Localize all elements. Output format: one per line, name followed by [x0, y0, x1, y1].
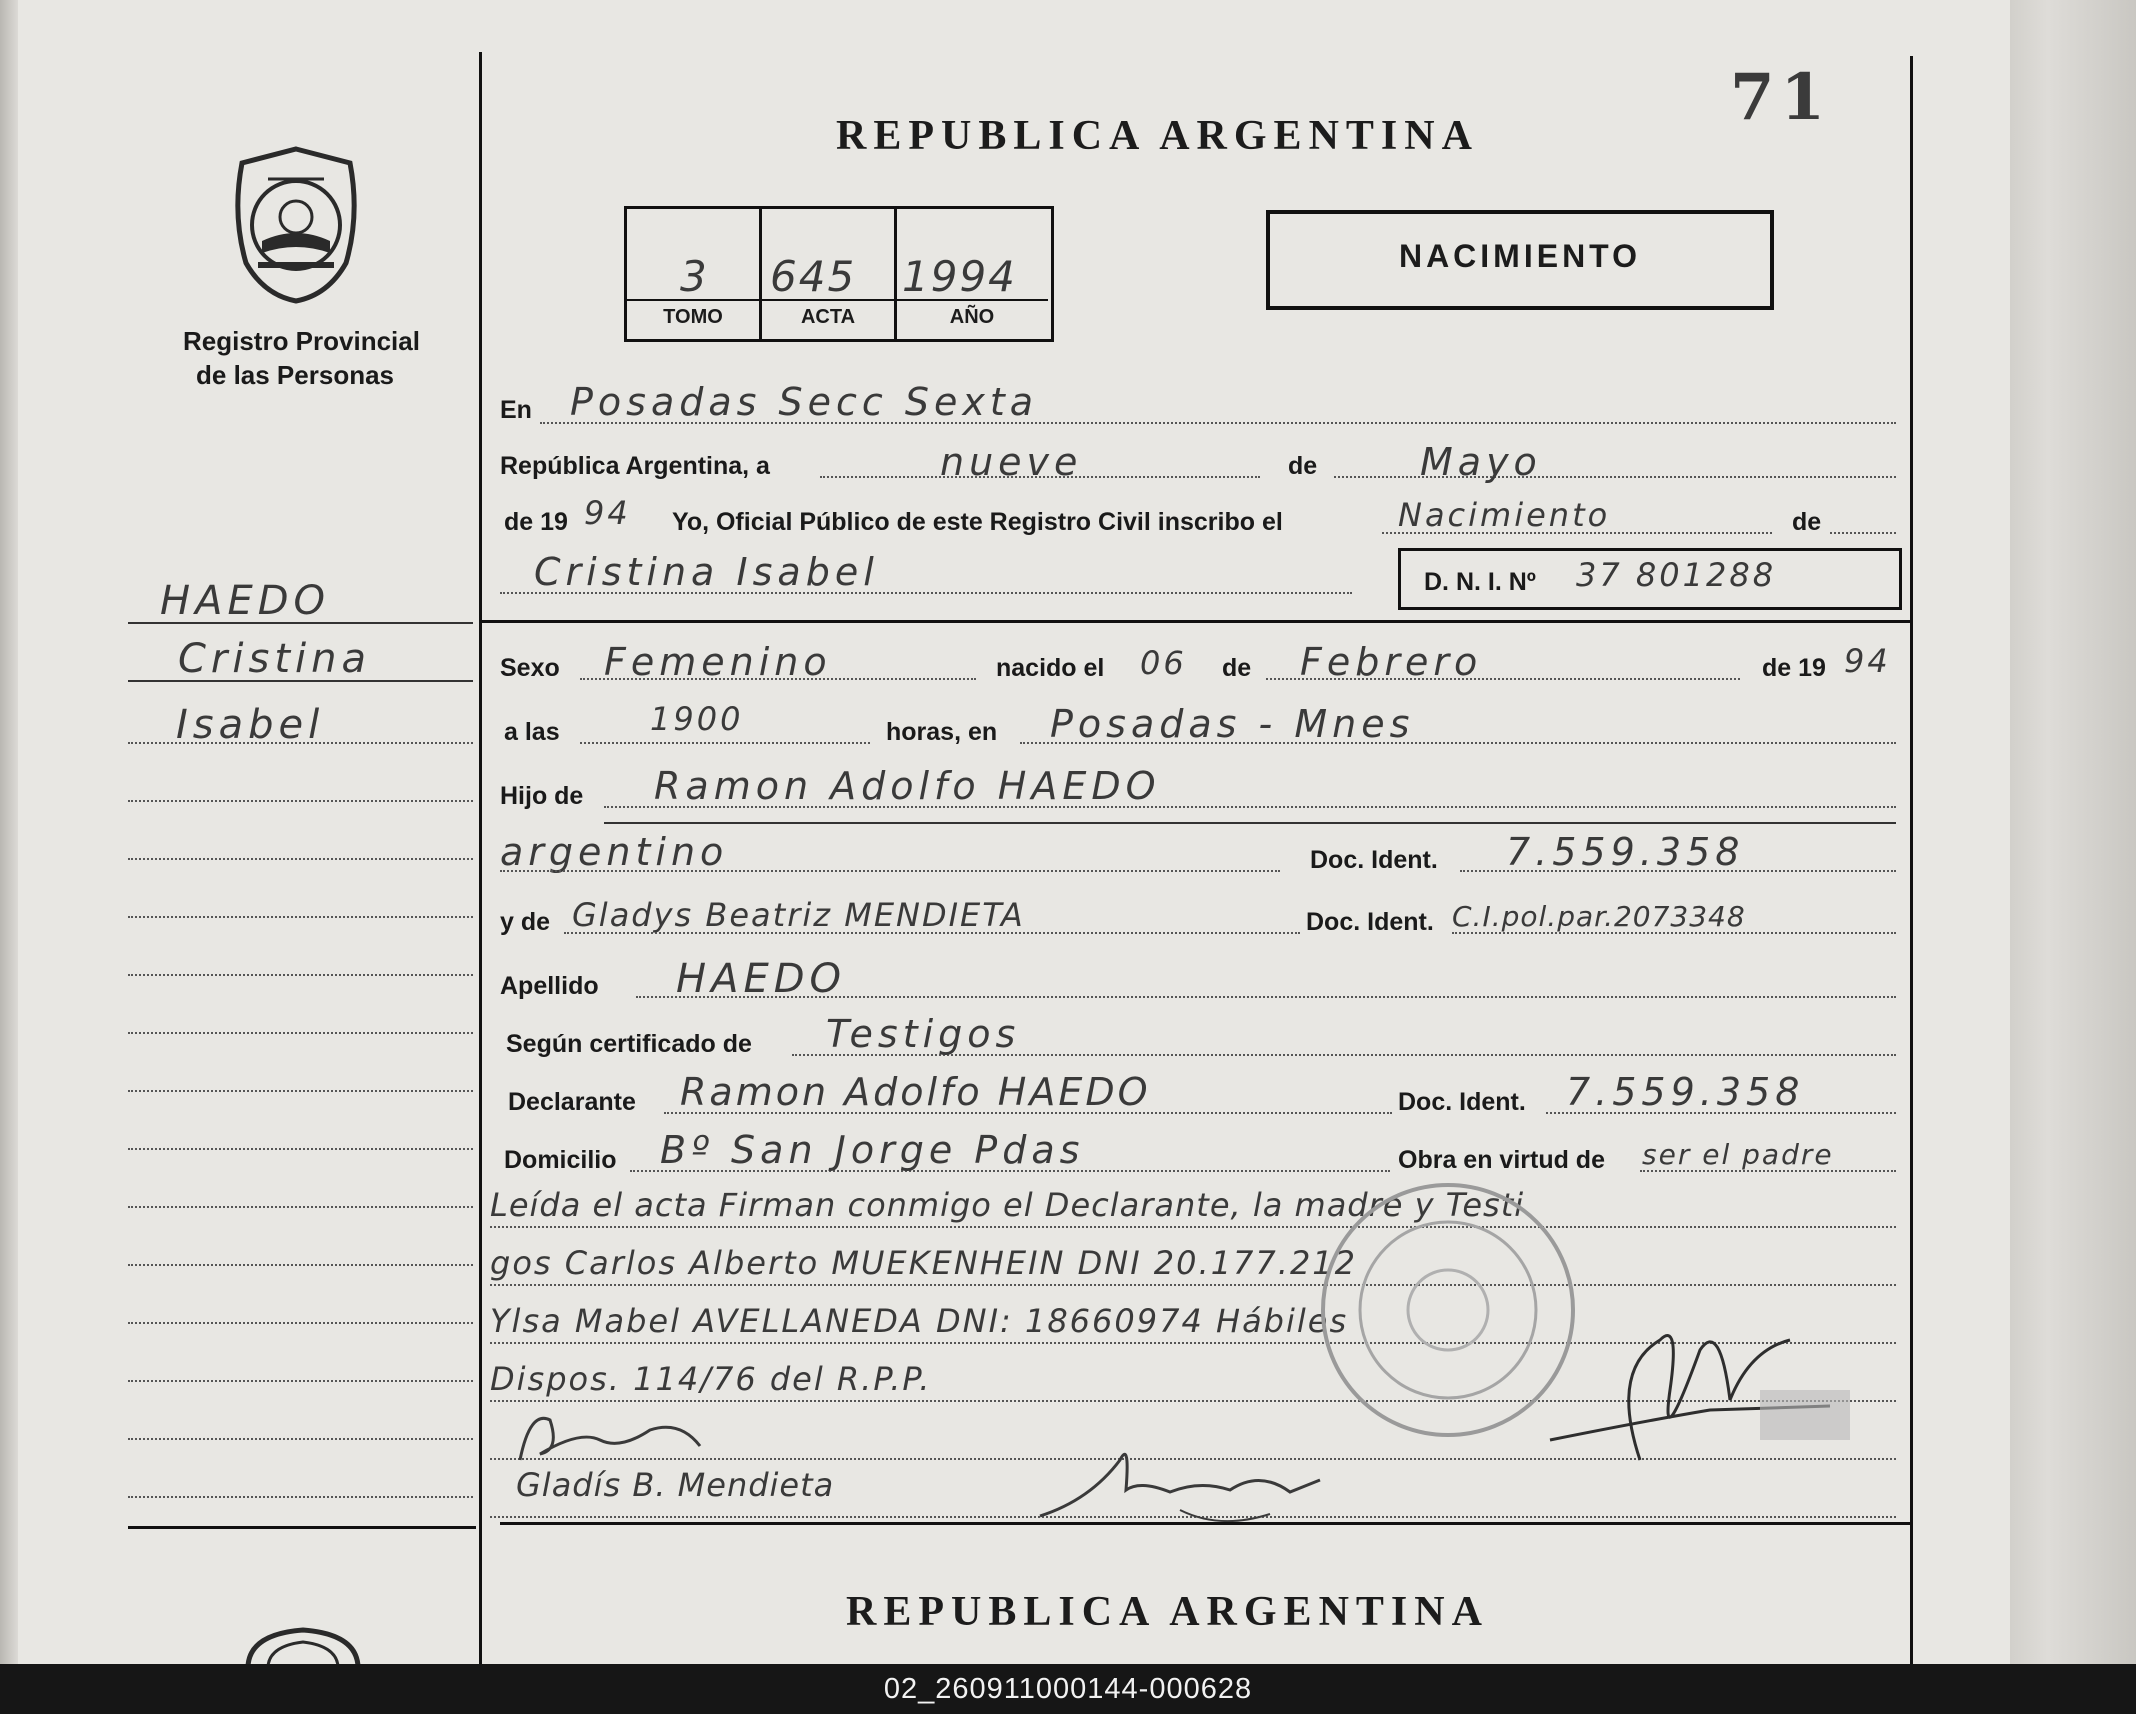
mother-doc-value: C.I.pol.par.2073348 [1452, 900, 1746, 933]
apellido-label: Apellido [500, 972, 599, 1000]
declarant-doc-value: 7.559.358 [1566, 1070, 1805, 1114]
page-number: 71 [1730, 60, 1832, 135]
margin-second-name: Isabel [176, 702, 325, 748]
margin-line [128, 974, 473, 976]
margin-line [128, 1322, 473, 1324]
father-signature [500, 1390, 740, 1470]
declarant-name-value: Ramon Adolfo HAEDO [680, 1070, 1151, 1114]
note-line-1: Leída el acta Firman conmigo el Declarante, la madre y Testi [490, 1186, 1525, 1224]
section-divider [482, 620, 1910, 623]
acta-label: ACTA [800, 306, 856, 328]
margin-line [128, 916, 473, 918]
address-value: Bº San Jorge Pdas [660, 1128, 1085, 1172]
hijo-label: Hijo de [500, 782, 584, 810]
section-divider [128, 1526, 476, 1529]
de-label: de [1288, 452, 1318, 480]
fill-line [1830, 532, 1896, 534]
en-label: En [500, 396, 532, 424]
obra-value: ser el padre [1642, 1138, 1834, 1171]
column-rule [1910, 56, 1913, 1664]
birth-month-value: Febrero [1300, 640, 1483, 684]
dni-value: 37 801288 [1576, 556, 1777, 594]
margin-first-name: Cristina [178, 636, 371, 682]
next-page-edge [2010, 0, 2136, 1664]
margin-line [128, 1032, 473, 1034]
birth-place-value: Posadas - Mnes [1050, 702, 1415, 746]
declarante-label: Declarante [508, 1088, 636, 1116]
note-line-4: Dispos. 114/76 del R.P.P. [490, 1360, 932, 1398]
margin-line [128, 742, 473, 744]
act-type-value: Nacimiento [1398, 496, 1611, 534]
dni-label: D. N. I. Nº [1424, 568, 1536, 596]
oficial-label: Yo, Oficial Público de este Registro Civil inscribo el [672, 508, 1283, 536]
registry-name-line1: Registro Provincial [183, 326, 420, 356]
place-value: Posadas Secc Sexta [570, 380, 1039, 424]
year-prefix-label: de 19 [1762, 654, 1826, 682]
horas-label: horas, en [886, 718, 998, 746]
fill-line [604, 822, 1896, 824]
image-caption: 02_260911000144-000628 [0, 1664, 2136, 1714]
sex-value: Femenino [604, 640, 832, 684]
doc-ident-label: Doc. Ident. [1310, 846, 1438, 874]
tomo-label: TOMO [663, 306, 723, 328]
margin-line [128, 1090, 473, 1092]
doc-ident-label: Doc. Ident. [1306, 908, 1434, 936]
father-nationality-value: argentino [500, 830, 729, 874]
province-seal-icon [240, 1626, 366, 1664]
margin-surname: HAEDO [160, 578, 330, 624]
de-label: de [1792, 508, 1822, 536]
fill-line [490, 1284, 1896, 1286]
republica-label: República Argentina, a [500, 452, 770, 480]
fill-line [580, 742, 870, 744]
next-record-title: REPUBLICA ARGENTINA [846, 1589, 1489, 1635]
alas-label: a las [504, 718, 560, 746]
margin-line [128, 680, 473, 682]
surname-value: HAEDO [676, 956, 846, 1002]
margin-line [128, 1148, 473, 1150]
fill-line [490, 1226, 1896, 1228]
binding-edge [0, 0, 18, 1664]
mother-signature: Gladís B. Mendieta [516, 1466, 835, 1504]
tomo-value: 3 [680, 252, 712, 301]
record-type: NACIMIENTO [1398, 238, 1642, 274]
day-value: nueve [940, 440, 1083, 484]
doc-ident-label: Doc. Ident. [1398, 1088, 1526, 1116]
yde-label: y de [500, 908, 551, 936]
month-value: Mayo [1420, 440, 1542, 484]
anio-label: AÑO [949, 306, 995, 328]
margin-line [128, 622, 473, 624]
certificate-value: Testigos [826, 1012, 1021, 1056]
mother-name-value: Gladys Beatriz MENDIETA [572, 896, 1025, 934]
margin-line [128, 1496, 473, 1498]
note-line-3: Ylsa Mabel AVELLANEDA DNI: 18660974 Hábiles [490, 1302, 1349, 1340]
margin-line [128, 1438, 473, 1440]
segun-label: Según certificado de [506, 1030, 752, 1058]
year-value: 94 [584, 494, 631, 532]
year-prefix-label: de 19 [504, 508, 568, 536]
acta-value: 645 [770, 252, 857, 301]
domicilio-label: Domicilio [504, 1146, 617, 1174]
margin-line [128, 800, 473, 802]
section-divider [500, 1522, 1910, 1525]
margin-line [128, 1380, 473, 1382]
father-name-value: Ramon Adolfo HAEDO [654, 764, 1161, 808]
father-doc-value: 7.559.358 [1506, 830, 1745, 874]
document-title: REPUBLICA ARGENTINA [836, 113, 1479, 159]
official-signature [1530, 1310, 1860, 1480]
fill-line [1334, 476, 1896, 478]
sexo-label: Sexo [500, 654, 560, 682]
registry-name-line2: de las Personas [196, 360, 394, 390]
note-line-2: gos Carlos Alberto MUEKENHEIN DNI 20.177.212 [490, 1244, 1358, 1282]
fill-line [500, 870, 1280, 872]
margin-line [128, 858, 473, 860]
birth-day-value: 06 [1140, 644, 1187, 682]
witness-signature [1030, 1420, 1330, 1530]
province-seal-icon [228, 145, 364, 305]
margin-line [128, 1264, 473, 1266]
anio-value: 1994 [902, 252, 1017, 301]
margin-line [128, 1206, 473, 1208]
birth-year-value: 94 [1844, 642, 1891, 680]
column-rule [479, 52, 482, 1664]
child-name-value: Cristina Isabel [534, 550, 879, 594]
nacido-label: nacido el [996, 654, 1105, 682]
hour-value: 1900 [650, 700, 744, 738]
de-label: de [1222, 654, 1252, 682]
obra-label: Obra en virtud de [1398, 1146, 1605, 1174]
